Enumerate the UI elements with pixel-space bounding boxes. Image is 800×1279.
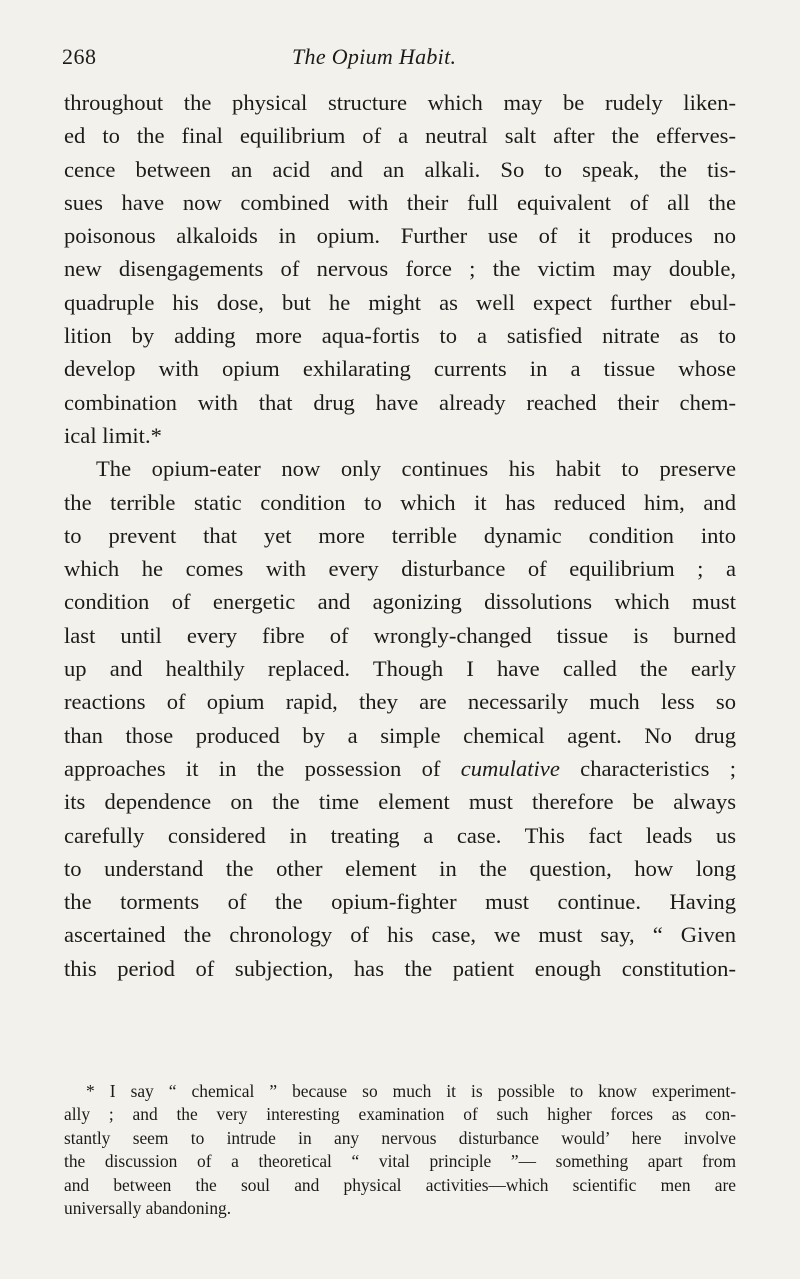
text-line: ed to the final equilibrium of a neutral salt after the efferves- [64, 123, 736, 149]
footnote-line: * I say “ chemical ” because so much it is possible to know experiment- [86, 1081, 736, 1101]
text-line: its dependence on the time element must therefore be always [64, 789, 736, 815]
text-line: throughout the physical structure which may be rudely liken- [64, 90, 736, 115]
text-line: the terrible static condition to which it has reduced him, and [64, 489, 736, 515]
text-segment: approaches it in the possession of [64, 755, 461, 781]
text-line: lition by adding more aqua-fortis to a satisfied nitrate as to [64, 323, 736, 349]
text-line: the torments of the opium-fighter must continue. Having [64, 889, 736, 915]
text-line: cence between an acid and an alkali. So to speak, the tis- [64, 156, 736, 182]
text-line: combination with that drug have already reached their chem- [64, 389, 736, 415]
footnote-line: and between the soul and physical activities—which scientific men are [64, 1174, 736, 1195]
text-line: ascertained the chronology of his case, we must say, “ Given [64, 922, 736, 948]
text-line: carefully considered in treating a case. This fact leads us [64, 822, 736, 848]
footnote-line: stantly seem to intrude in any nervous disturbance would’ here involve [64, 1127, 736, 1148]
paragraph-start-line: The opium-eater now only continues his habit to preserve [96, 456, 736, 482]
text-line: this period of subjection, has the patient enough constitution- [64, 955, 736, 981]
text-line: ical limit.* [64, 422, 162, 448]
text-line: up and healthily replaced. Though I have called the early [64, 656, 736, 682]
footnote-line: the discussion of a theoretical “ vital principle ”— something apart from [64, 1151, 736, 1172]
text-line: develop with opium exhilarating currents in a tissue whose [64, 356, 736, 382]
italic-word: cumulative [460, 755, 560, 781]
text-line: reactions of opium rapid, they are necessarily much less so [64, 689, 736, 715]
text-line: last until every fibre of wrongly-changed tissue is burned [64, 622, 736, 648]
text-line: quadruple his dose, but he might as well expect further ebul- [64, 289, 736, 315]
text-line: to prevent that yet more terrible dynamic condition into [64, 522, 736, 548]
running-title: The Opium Habit. [292, 44, 457, 69]
page-header [62, 44, 742, 76]
footnote-line: universally abandoning. [64, 1197, 232, 1218]
text-line: poisonous alkaloids in opium. Further use of it produces no [64, 223, 736, 249]
body-text [64, 86, 736, 985]
text-line: than those produced by a simple chemical agent. No drug [64, 722, 736, 748]
text-line: condition of energetic and agonizing dissolutions which must [64, 589, 736, 615]
text-line: which he comes with every disturbance of equilibrium ; a [64, 556, 736, 582]
footnote [64, 1080, 736, 1220]
text-line-with-italic [64, 752, 736, 785]
text-line: new disengagements of nervous force ; the victim may double, [64, 256, 736, 282]
text-line: to understand the other element in the question, how long [64, 855, 736, 881]
text-segment: characteristics ; [559, 755, 736, 781]
page-number: 268 [62, 44, 97, 69]
text-line: sues have now combined with their full equivalent of all the [64, 189, 736, 215]
footnote-line: ally ; and the very interesting examination of such higher forces as con- [64, 1104, 736, 1125]
